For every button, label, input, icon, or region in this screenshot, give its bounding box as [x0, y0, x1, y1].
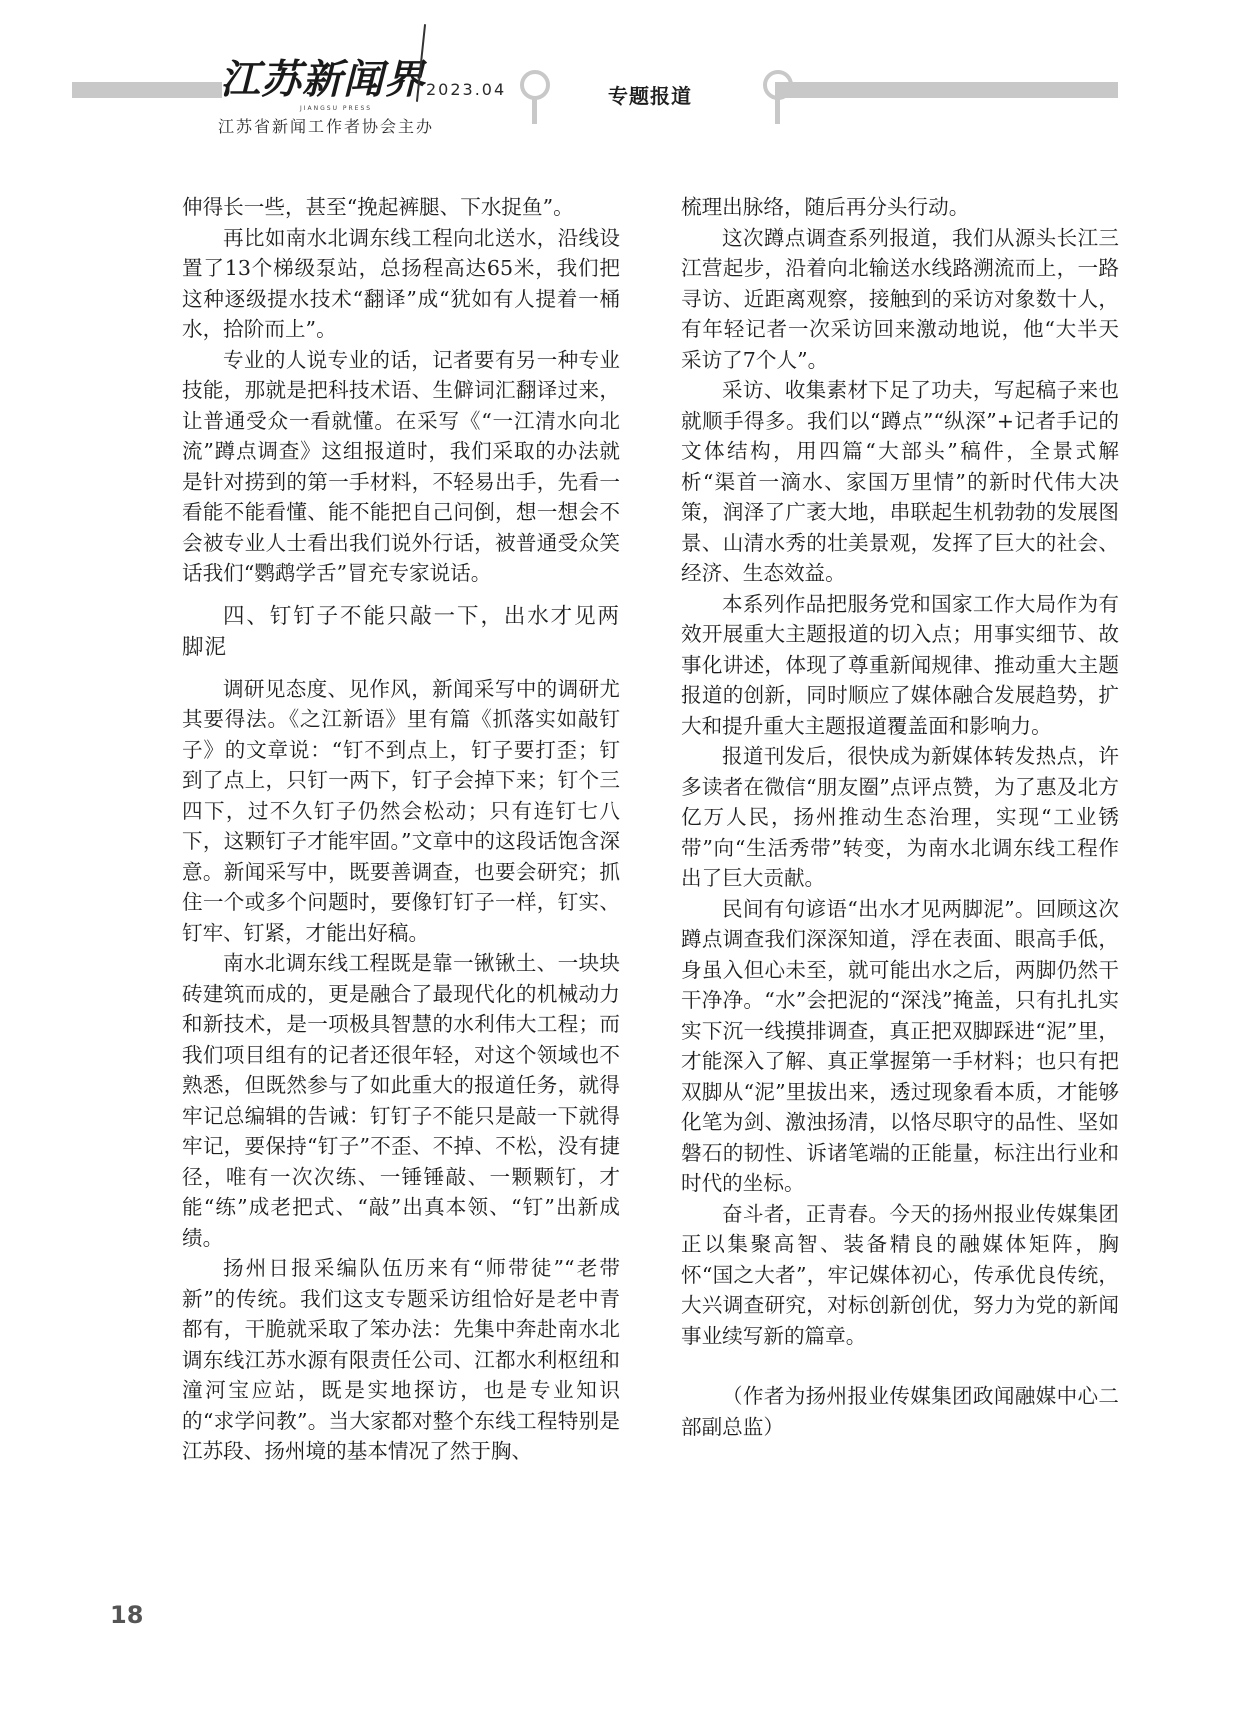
issue-number: 2023.04 [426, 80, 507, 99]
paragraph: 梳理出脉络，随后再分头行动。 [681, 195, 970, 219]
paragraph: 这次蹲点调查系列报道，我们从源头长江三江营起步，沿着向北输送水线路溯流而上，一路寻访、近距离观察，接触到的采访对象数十人，有年轻记者一次采访回来激动地说，他“大半天采访了7个人”。 [681, 225, 1119, 372]
author-byline: （作者为扬州报业传媒集团政闻融媒中心二部副总监） [681, 1384, 1119, 1439]
paragraph: 奋斗者，正青春。今天的扬州报业传媒集团正以集聚高智、装备精良的融媒体矩阵，胸怀“国之大者”，牢记媒体初心，传承优良传统，大兴调查研究，对标创新创优，努力为党的新闻事业续写新的篇章。 [681, 1201, 1119, 1348]
paragraph: 调研见态度、见作风，新闻采写中的调研尤其要得法。《之江新语》里有篇《抓落实如敲钉子》的文章说：“钉不到点上，钉子要打歪；钉到了点上，只钉一两下，钉子会掉下来；钉个三四下，过不久钉子仍然会松动；只有连钉七八下，这颗钉子才能牢固。”文章中的这段话饱含深意。新闻采写中，既要善调查，也要会研究；抓住一个或多个问题时，要像钉钉子一样，钉实、钉牢、钉紧，才能出好稿。 [182, 676, 620, 945]
magazine-masthead: 江苏新闻界 [220, 57, 425, 103]
paragraph: 民间有句谚语“出水才见两脚泥”。回顾这次蹲点调查我们深深知道，浮在表面、眼高手低，身虽入但心未至，就可能出水之后，两脚仍然干干净净。“水”会把泥的“深浅”掩盖，只有扎扎实实下沉一线摸排调查，真正把双脚踩进“泥”里，才能深入了解、真正掌握第一手材料；也只有把双脚从“泥”里拔出来，透过现象看本质，才能够化笔为剑、激浊扬清，以恪尽职守的品性、坚如磐石的韧性、诉诸笔端的正能量，标注出行业和时代的坐标。 [681, 896, 1119, 1195]
paragraph: 本系列作品把服务党和国家工作大局作为有效开展重大主题报道的切入点；用事实细节、故事化讲述，体现了尊重新闻规律、推动重大主题报道的创新，同时顺应了媒体融合发展趋势，扩大和提升重大主题报道覆盖面和影响力。 [681, 591, 1119, 738]
pin-icon [520, 70, 550, 124]
page-number: 18 [110, 1601, 144, 1629]
header-bar-left [72, 82, 222, 98]
right-column [681, 192, 1119, 1442]
section-heading: 四、钉钉子不能只敲一下，出水才见两脚泥 [182, 603, 620, 660]
section-title: 专题报道 [608, 84, 692, 108]
paragraph: 报道刊发后，很快成为新媒体转发热点，许多读者在微信“朋友圈”点评点赞，为了惠及北方亿万人民，扬州推动生态治理，实现“工业锈带”向“生活秀带”转变，为南水北调东线工程作出了巨大贡献。 [681, 744, 1119, 890]
masthead-english: JIANGSU PRESS [300, 105, 373, 112]
paragraph: 南水北调东线工程既是靠一锹锹土、一块块砖建筑而成的，更是融合了最现代化的机械动力和新技术，是一项极具智慧的水利伟大工程；而我们项目组有的记者还很年轻，对这个领域也不熟悉，但既然参与了如此重大的报道任务，就得牢记总编辑的告诫：钉钉子不能只是敲一下就得牢记，要保持“钉子”不歪、不掉、不松，没有捷径，唯有一次次练、一锤锤敲、一颗颗钉，才能“练”成老把式、“敲”出真本领、“钉”出新成绩。 [182, 951, 620, 1250]
paragraph: 采访、收集素材下足了功夫，写起稿子来也就顺手得多。我们以“蹲点”“纵深”+记者手记的文体结构，用四篇“大部头”稿件，全景式解析“渠首一滴水、家国万里情”的新时代伟大决策，润泽了广袤大地，串联起生机勃勃的发展图景、山清水秀的壮美景观，发挥了巨大的社会、经济、生态效益。 [681, 378, 1119, 585]
paragraph: 再比如南水北调东线工程向北送水，沿线设置了13个梯级泵站，总扬程高达65米，我们把这种逐级提水技术“翻译”成“犹如有人提着一桶水，拾阶而上”。 [182, 225, 620, 341]
pin-icon [763, 70, 793, 124]
paragraph: 伸得长一些，甚至“挽起裤腿、下水捉鱼”。 [182, 195, 574, 219]
paragraph: 专业的人说专业的话，记者要有另一种专业技能，那就是把科技术语、生僻词汇翻译过来，让普通受众一看就懂。在采写《“一江清水向北流”蹲点调查》这组报道时，我们采取的办法就是针对捞到的第一手材料，不轻易出手，先看一看能不能看懂、能不能把自己问倒，想一想会不会被专业人士看出我们说外行话，被普通受众笑话我们“鹦鹉学舌”冒充专家说话。 [182, 347, 620, 585]
publisher-line: 江苏省新闻工作者协会主办 [218, 117, 435, 136]
left-column [182, 192, 620, 1467]
paragraph: 扬州日报采编队伍历来有“师带徒”“老带新”的传统。我们这支专题采访组恰好是老中青都有，干脆就采取了笨办法：先集中奔赴南水北调东线江苏水源有限责任公司、江都水利枢纽和潼河宝应站，既是实地探访，也是专业知识的“求学问教”。当大家都对整个东线工程特别是江苏段、扬州境的基本情况了然于胸、 [182, 1256, 620, 1463]
header-bar-right [775, 82, 1118, 98]
